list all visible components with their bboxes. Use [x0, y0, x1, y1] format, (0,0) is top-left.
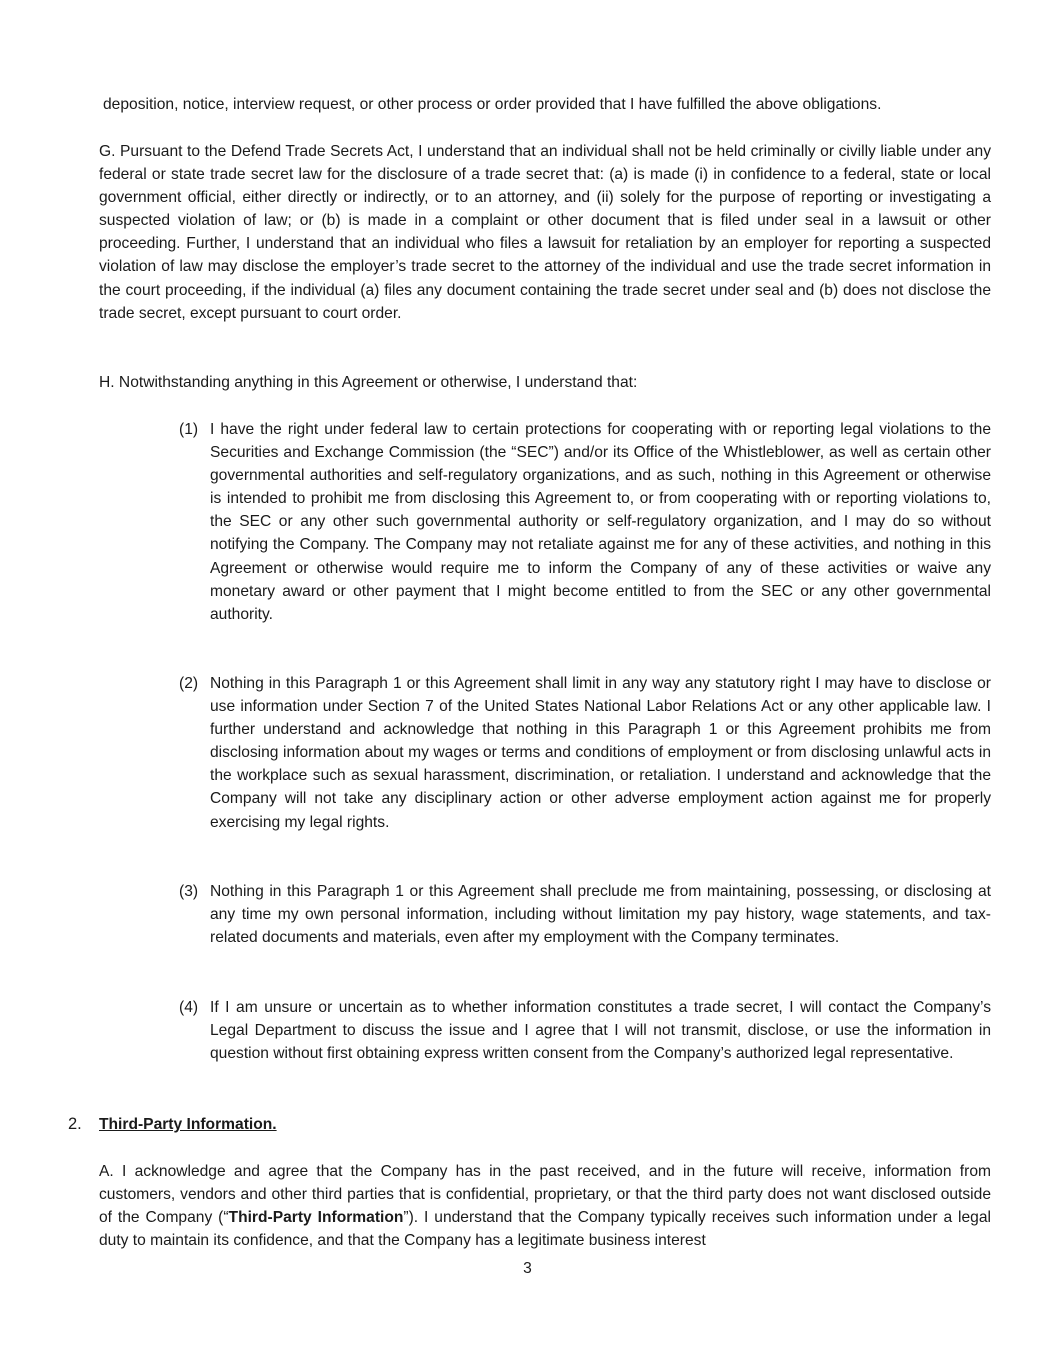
list-item-number: (3): [179, 883, 199, 900]
list-item-number: (4): [179, 999, 199, 1016]
list-item: [179, 672, 991, 834]
list-item-text: I have the right under federal law to certain protections for cooperating with or reporting legal violations to the Securities and Exchange Commission (the “SEC”) and/or its Office of the Whistleblower, as well as certain other governmental authorities and self-regulatory organizations, and as such, nothing in this Agreement or otherwise is intended to prohibit me from disclosing this Agreement to, or from cooperating with or reporting violations to, the SEC or any other such governmental authority or self-regulatory organization, and I may do so without notifying the Company. The Company may not retaliate against me for any of these activities, and nothing in this Agreement or otherwise would require me to inform the Company of any of these activities or waive any monetary award or other payment that I might become entitled to from the SEC or any other governmental authority.: [210, 421, 991, 623]
section-number: 2.: [68, 1115, 82, 1133]
paragraph-g: G. Pursuant to the Defend Trade Secrets Act, I understand that an individual shall not be held criminally or civilly liable under any federal or state trade secret law for the disclosure of a trade secret that: (a) is made (i) in confidence to a federal, state or local government official, either directly or indirectly, or to an attorney, and (ii) solely for the purpose of reporting or investigating a suspected violation of law; or (b) is made in a complaint or other document that is filed under seal in a lawsuit or other proceeding. Further, I understand that an individual who files a lawsuit for retaliation by an employer for reporting a suspected violation of law may disclose the employer’s trade secret to the attorney of the individual and use the trade secret information in the court proceeding, if the individual (a) files any document containing the trade secret under seal and (b) does not disclose the trade secret, except pursuant to court order.: [99, 143, 991, 322]
paragraph-a-text-before: A. I acknowledge and agree that the Company has in the past received, and in the future will receive, information from customers, vendors and other third parties that is confidential, proprietary, or that the third party does not want disclosed outside of the Company (“: [99, 1163, 991, 1227]
list-item-text: If I am unsure or uncertain as to whether information constitutes a trade secret, I will contact the Company’s Legal Department to discuss the issue and I agree that I will not transmit, disclose, or use the information in question without first obtaining express written consent from the Company’s authorized legal representative.: [210, 999, 991, 1063]
paragraph-a: [99, 1160, 991, 1252]
section-title: Third-Party Information.: [99, 1116, 277, 1133]
list-item: [179, 996, 991, 1065]
list-item-number: (2): [179, 675, 199, 692]
list-item-number: (1): [179, 421, 199, 438]
defined-term: Third-Party Information: [228, 1209, 404, 1227]
list-item-text: Nothing in this Paragraph 1 or this Agreement shall preclude me from maintaining, possessing, or disclosing at any time my own personal information, including without limitation my pay history, wage statements, and tax-related documents and materials, even after my employment with the Company terminates.: [210, 883, 991, 947]
list-item: [179, 418, 991, 626]
paragraph-h: H. Notwithstanding anything in this Agreement or otherwise, I understand that:: [99, 374, 638, 391]
continuation-line: deposition, notice, interview request, or other process or order provided that I have fulfilled the above obligations.: [103, 96, 882, 113]
list-item: [179, 880, 991, 949]
section-heading: [68, 1113, 277, 1136]
page-number: 3: [523, 1260, 532, 1277]
list-item-text: Nothing in this Paragraph 1 or this Agreement shall limit in any way any statutory right I may have to disclose or use information under Section 7 of the United States National Labor Relations Act or any other applicable law. I further understand and acknowledge that nothing in this Paragraph 1 or this Agreement prohibits me from disclosing information about my wages or terms and conditions of employment or from disclosing unlawful acts in the workplace such as sexual harassment, discrimination, or retaliation. I understand and acknowledge that the Company will not take any disciplinary action or other adverse employment action against me for properly exercising my legal rights.: [210, 675, 991, 831]
paragraph-a-text-after: ”). I understand that the Company typically receives such information under a legal duty to maintain its confidence, and that the Company has a legitimate business interest: [99, 1209, 991, 1250]
